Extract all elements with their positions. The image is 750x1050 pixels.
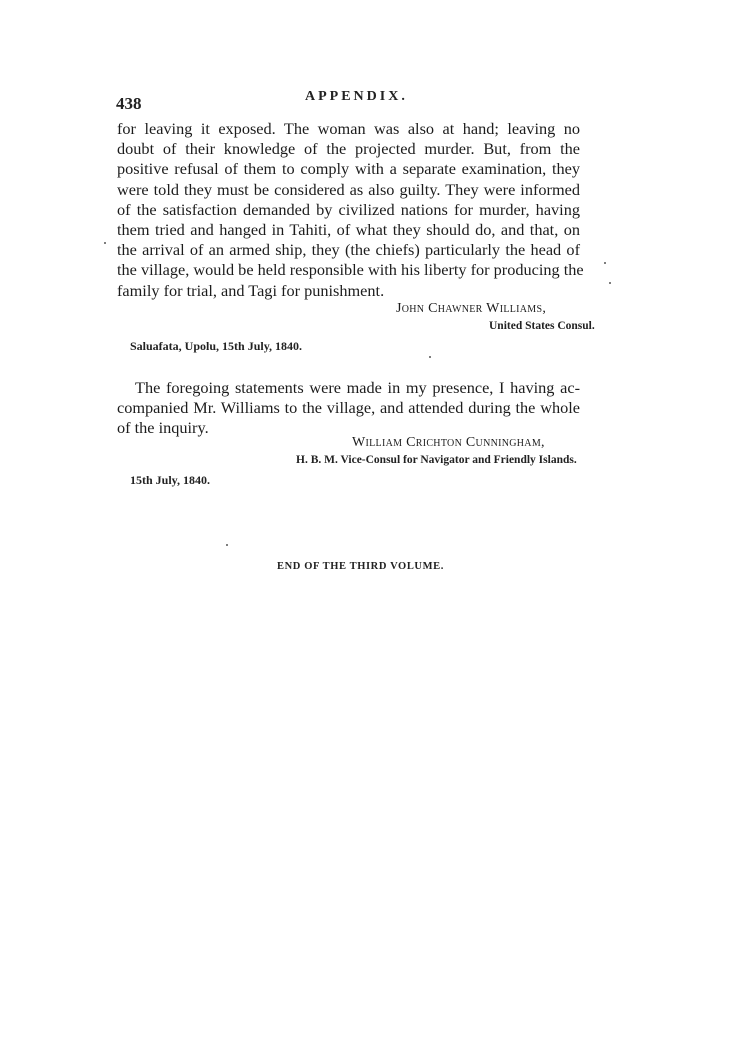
signature-name-cunningham: William Crichton Cunningham, [352,435,545,450]
print-speck [429,356,431,358]
text-line: were told they must be considered as also guilty. They were informed [117,179,580,199]
body-paragraph-2 [117,378,580,439]
print-speck [609,282,611,284]
text-line: positive refusal of them to comply with a separate examination, they [117,159,580,179]
text-line: of the inquiry. [117,418,209,438]
text-line: doubt of their knowledge of the projected murder. But, from the [117,139,580,159]
end-of-volume-note: END OF THE THIRD VOLUME. [277,561,444,572]
dateline-saluafata: Saluafata, Upolu, 15th July, 1840. [130,339,303,353]
text-line: them tried and hanged in Tahiti, of what they should do, and that, on [117,220,580,240]
body-paragraph-1 [117,119,584,301]
dateline-july: 15th July, 1840. [130,473,211,487]
signature-name-williams: John Chawner Williams, [396,301,547,316]
text-line: family for trial, and Tagi for punishment. [117,280,385,300]
text-line: for leaving it exposed. The woman was also at hand; leaving no [117,119,580,138]
text-line: of the satisfaction demanded by civilized nations for murder, having [117,199,580,219]
print-speck [604,262,606,264]
page-number: 438 [116,94,142,113]
running-head: APPENDIX. [305,89,408,104]
print-speck [104,242,106,244]
text-line: the arrival of an armed ship, they (the chiefs) particularly the head of [117,240,580,260]
text-line: The foregoing statements were made in my presence, I having ac- [135,378,580,397]
signature-title-cunningham: H. B. M. Vice-Consul for Navigator and Friendly Islands. [296,454,577,466]
text-line: the village, would be held responsible with his liberty for producing the [117,260,584,280]
text-line: companied Mr. Williams to the village, and attended during the whole [117,398,580,418]
print-speck [226,544,228,546]
signature-title-williams: United States Consul. [489,320,595,332]
